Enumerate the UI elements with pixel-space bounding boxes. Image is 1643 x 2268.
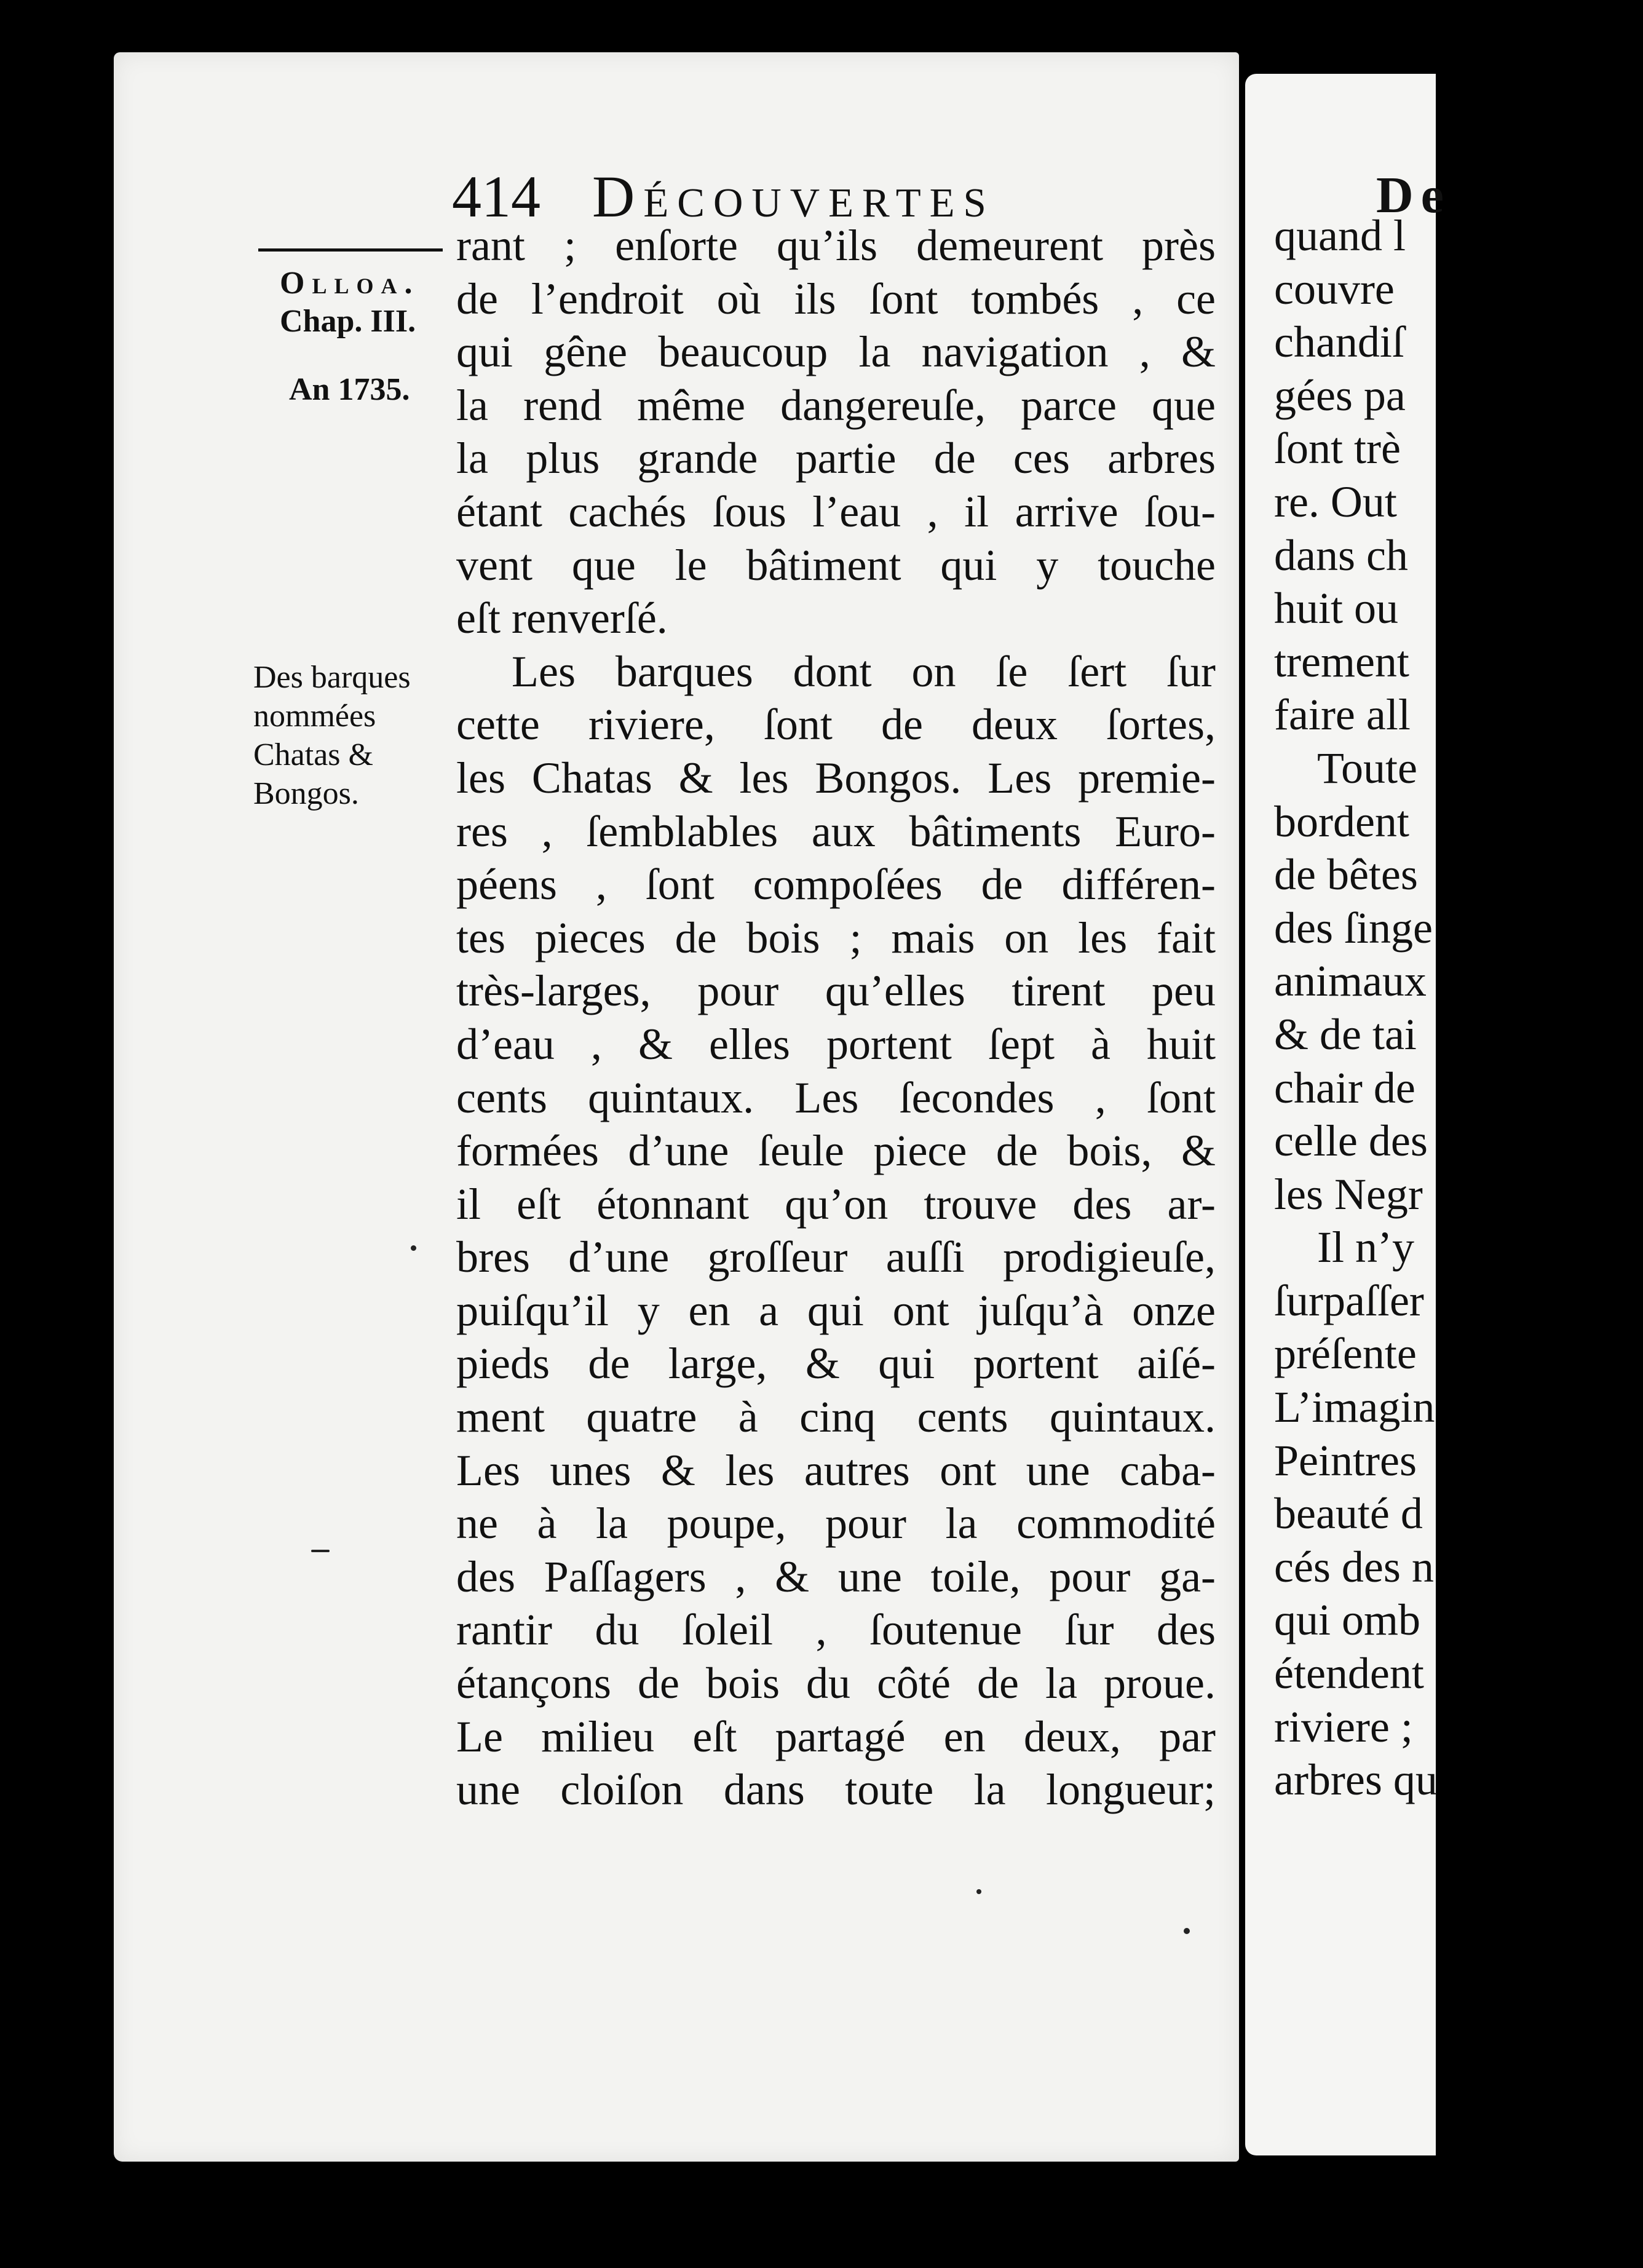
body-line: des Paſſagers , & une toile, pour ga-: [456, 1552, 1216, 1601]
right-line: chair de: [1274, 1063, 1415, 1112]
right-line: les Negr: [1274, 1169, 1423, 1219]
body-line: puiſqu’il y en a qui ont juſqu’à onze: [456, 1285, 1216, 1335]
right-line: bordent: [1274, 796, 1409, 846]
margin-chapter: Chap. III.: [280, 304, 416, 339]
right-line: re. Out: [1274, 477, 1397, 526]
right-line: des ſinge: [1274, 903, 1433, 953]
right-line: cés des n: [1274, 1542, 1434, 1592]
ink-speck: [976, 1889, 981, 1894]
right-line: chandiſ: [1274, 317, 1404, 367]
body-line: vent que le bâtiment qui y touche: [456, 540, 1216, 590]
body-line: cents quintaux. Les ſecondes , ſont: [456, 1073, 1216, 1122]
right-line: Toute: [1317, 743, 1417, 793]
right-line: étendent: [1274, 1649, 1424, 1699]
right-line: Il n’y: [1317, 1223, 1414, 1272]
right-line: ſurpaſſer: [1274, 1275, 1424, 1325]
right-line: de bêtes: [1274, 850, 1418, 900]
body-line: bres d’une groſſeur auſſi prodigieuſe,: [456, 1232, 1216, 1282]
ink-speck: [311, 1550, 330, 1552]
right-line: animaux: [1274, 956, 1427, 1006]
right-line: & de tai: [1274, 1009, 1417, 1059]
margin-note-line: Chatas &: [253, 737, 373, 772]
body-line: de l’endroit où ils ſont tombés , ce: [456, 274, 1216, 323]
body-line: qui gêne beaucoup la navigation , &: [456, 327, 1216, 377]
right-line: ſont trè: [1274, 424, 1401, 474]
running-title: Découvertes: [592, 164, 995, 229]
right-line: L’imagin: [1274, 1382, 1435, 1432]
right-line: qui omb: [1274, 1595, 1421, 1645]
body-line: ne à la poupe, pour la commodité: [456, 1499, 1216, 1548]
body-line: tes pieces de bois ; mais on les fait: [456, 913, 1216, 962]
margin-year: An 1735.: [289, 372, 410, 407]
margin-note-line: Des barques: [253, 660, 411, 695]
ink-speck: [411, 1245, 416, 1251]
body-line: rant ; enſorte qu’ils demeurent près: [456, 221, 1216, 270]
right-line: arbres qu: [1274, 1755, 1438, 1805]
right-line: faire all: [1274, 690, 1411, 740]
right-line: trement: [1274, 636, 1409, 686]
body-line: Les unes & les autres ont une caba-: [456, 1445, 1216, 1495]
body-line: la rend même dangereuſe, parce que: [456, 380, 1216, 430]
body-line: les Chatas & les Bongos. Les premie-: [456, 753, 1216, 803]
body-line: ment quatre à cinq cents quintaux.: [456, 1392, 1216, 1442]
right-running-head: De: [1376, 167, 1451, 224]
margin-author-note: [280, 264, 464, 341]
body-line: une cloiſon dans toute la longueur;: [456, 1765, 1216, 1815]
body-line: rantir du ſoleil , ſoutenue ſur des: [456, 1605, 1216, 1655]
body-line: il eſt étonnant qu’on trouve des ar-: [456, 1179, 1216, 1229]
body-line: Les barques dont on ſe ſert ſur: [512, 646, 1216, 696]
body-line: Le milieu eſt partagé en deux, par: [456, 1711, 1216, 1761]
right-line: dans ch: [1274, 530, 1408, 580]
page-number: 414: [452, 164, 540, 229]
margin-note: [253, 658, 450, 813]
body-line: d’eau , & elles portent ſept à huit: [456, 1019, 1216, 1069]
right-line: celle des: [1274, 1116, 1428, 1166]
right-line: riviere ;: [1274, 1702, 1413, 1751]
body-line: formées d’une ſeule piece de bois, &: [456, 1126, 1216, 1176]
body-line: très-larges, pour qu’elles tirent peu: [456, 966, 1216, 1016]
margin-note-line: nommées: [253, 699, 376, 734]
ink-speck: [1184, 1928, 1190, 1934]
body-text: [456, 219, 1216, 1817]
margin-rule: [258, 248, 443, 252]
right-line: huit ou: [1274, 584, 1399, 633]
body-line: péens , ſont compoſées de différen-: [456, 860, 1216, 910]
body-line: la plus grande partie de ces arbres: [456, 434, 1216, 483]
body-line: eſt renverſé.: [456, 593, 668, 643]
body-line: étançons de bois du côté de la proue.: [456, 1659, 1216, 1708]
body-line: pieds de large, & qui portent aiſé-: [456, 1339, 1216, 1389]
right-page-text: [1274, 209, 1643, 1807]
body-line: res , ſemblables aux bâtiments Euro-: [456, 806, 1216, 856]
body-line: cette riviere, ſont de deux ſortes,: [456, 700, 1216, 750]
margin-author: Olloa.: [280, 266, 420, 301]
margin-note-line: Bongos.: [253, 776, 359, 811]
right-line: quand l: [1274, 211, 1406, 260]
right-line: gées pa: [1274, 370, 1406, 420]
right-line: préſente: [1274, 1329, 1417, 1379]
right-line: beauté d: [1274, 1489, 1423, 1539]
body-line: étant cachés ſous l’eau , il arrive ſou-: [456, 486, 1216, 536]
right-line: couvre: [1274, 264, 1395, 314]
right-line: Peintres: [1274, 1435, 1417, 1485]
